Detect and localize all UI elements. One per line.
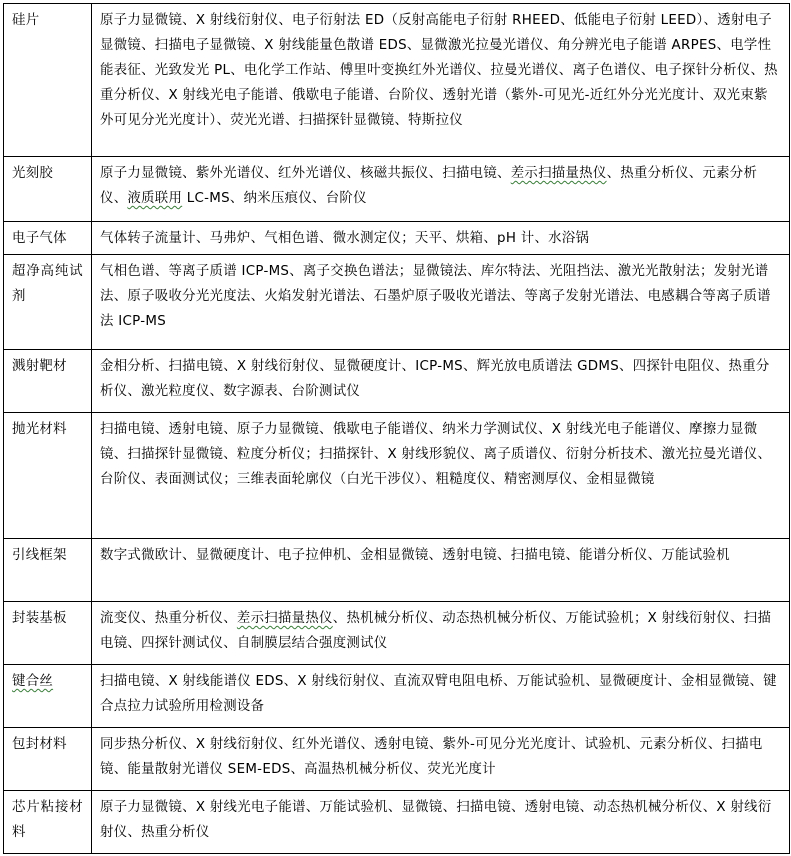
material-cell xyxy=(4,665,92,728)
instruments-cell: 气相色谱、等离子质谱 ICP-MS、离子交换色谱法；显微镜法、库尔特法、光阻挡法、激光光散射法；发射光谱法、原子吸收分光光度法、火焰发射光谱法、石墨炉原子吸收光谱法、等离子发射光谱法、电感耦合等离子质谱法 ICP-MS xyxy=(92,255,790,350)
instruments-cell: 气体转子流量计、马弗炉、气相色谱、微水测定仪；天平、烘箱、pH 计、水浴锅 xyxy=(92,222,790,255)
instruments-cell: 金相分析、扫描电镜、X 射线衍射仪、显微硬度计、ICP-MS、辉光放电质谱法 GDMS、四探针电阻仪、热重分析仪、激光粒度仪、数字源表、台阶测试仪 xyxy=(92,350,790,413)
material-cell: 超净高纯试剂 xyxy=(4,255,92,350)
material-cell: 包封材料 xyxy=(4,728,92,791)
instruments-cell: 同步热分析仪、X 射线衍射仪、红外光谱仪、透射电镜、紫外-可见分光光度计、试验机、元素分析仪、扫描电镜、能量散射光谱仪 SEM-EDS、高温热机械分析仪、荧光光度计 xyxy=(92,728,790,791)
instruments-cell: 扫描电镜、透射电镜、原子力显微镜、俄歇电子能谱仪、纳米力学测试仪、X 射线光电子能谱仪、摩擦力显微镜、扫描探针显微镜、粒度分析仪；扫描探针、X 射线形貌仪、离子质谱仪、衍射分析技术、激光拉曼光谱仪、台阶仪、表面测试仪；三维表面轮廓仪（白光干涉仪）、粗糙度仪、精密测厚仪、金相显微镜 xyxy=(92,413,790,539)
material-cell: 芯片粘接材料 xyxy=(4,791,92,854)
material-cell: 光刻胶 xyxy=(4,157,92,222)
instruments-cell xyxy=(92,602,790,665)
instruments-cell: 原子力显微镜、X 射线光电子能谱、万能试验机、显微镜、扫描电镜、透射电镜、动态热机械分析仪、X 射线衍射仪、热重分析仪 xyxy=(92,791,790,854)
instrument-text: LC-MS、纳米压痕仪、台阶仪 xyxy=(182,191,367,206)
table-row xyxy=(4,791,790,854)
table-row xyxy=(4,539,790,602)
instruments-cell xyxy=(92,157,790,222)
spellcheck-underlined-text: 键合丝 xyxy=(12,674,54,689)
table-row xyxy=(4,255,790,350)
material-cell: 硅片 xyxy=(4,4,92,157)
instruments-cell: 扫描电镜、X 射线能谱仪 EDS、X 射线衍射仪、直流双臂电阻电桥、万能试验机、显微硬度计、金相显微镜、键合点拉力试验所用检测设备 xyxy=(92,665,790,728)
instrument-text: 原子力显微镜、紫外光谱仪、红外光谱仪、核磁共振仪、扫描电镜、 xyxy=(100,166,511,181)
table-row xyxy=(4,4,790,157)
spellcheck-underlined-text: 液质联用 xyxy=(127,191,183,206)
table-row xyxy=(4,350,790,413)
table-row xyxy=(4,602,790,665)
table-row xyxy=(4,728,790,791)
table-row xyxy=(4,665,790,728)
material-cell: 抛光材料 xyxy=(4,413,92,539)
instrument-text: 、热重分析仪、元素分析仪、 xyxy=(100,166,758,206)
table-row xyxy=(4,413,790,539)
spellcheck-underlined-text: 差示扫描量热仪 xyxy=(236,611,333,626)
material-cell: 封装基板 xyxy=(4,602,92,665)
table-row xyxy=(4,157,790,222)
instrument-text: 、热机械分析仪、动态热机械分析仪、万能试验机；X 射线衍射仪、扫描电镜、四探针测试仪、自制膜层结合强度测试仪 xyxy=(100,611,772,651)
material-cell: 电子气体 xyxy=(4,222,92,255)
table-row xyxy=(4,222,790,255)
instruments-cell: 原子力显微镜、X 射线衍射仪、电子衍射法 ED（反射高能电子衍射 RHEED、低能电子衍射 LEED）、透射电子显微镜、扫描电子显微镜、X 射线能量色散谱 EDS、显微激光拉曼光谱仪、角分辨光电子能谱 ARPES、电学性能表征、光致发光 PL、电化学工作站、傅里叶变换红外光谱仪、拉曼光谱仪、离子色谱仪、电子探针分析仪、热重分析仪、X 射线光电子能谱、俄歇电子能谱、台阶仪、透射光谱（紫外-可见光-近红外分光光度计、双光束紫外可见分光光度计）、荧光光谱、扫描探针显微镜、特斯拉仪 xyxy=(92,4,790,157)
materials-instruments-table xyxy=(3,3,790,854)
instruments-cell: 数字式微欧计、显微硬度计、电子拉伸机、金相显微镜、透射电镜、扫描电镜、能谱分析仪、万能试验机 xyxy=(92,539,790,602)
spellcheck-underlined-text: 差示扫描量热仪 xyxy=(510,166,607,181)
instrument-text: 流变仪、热重分析仪、 xyxy=(100,611,237,626)
material-cell: 引线框架 xyxy=(4,539,92,602)
material-cell: 溅射靶材 xyxy=(4,350,92,413)
